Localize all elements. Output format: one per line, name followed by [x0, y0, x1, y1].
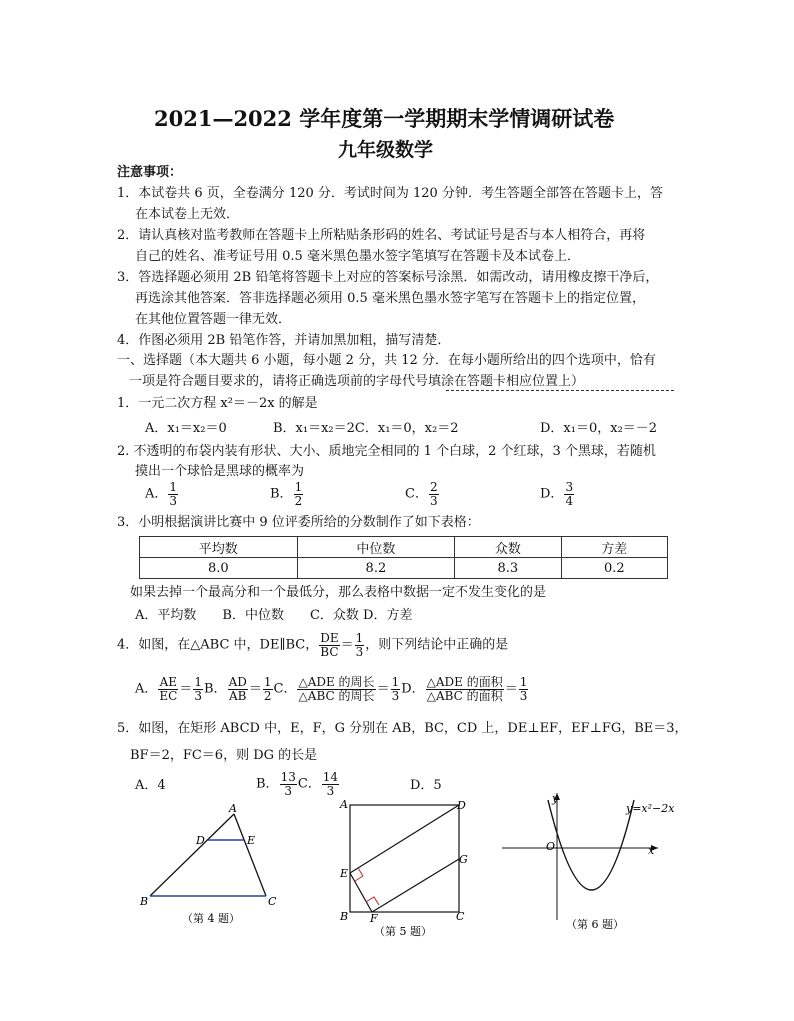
notice-item: 自己的姓名、准考证号用 0.5 毫米黑色墨水签字笔填写在答题卡及本试卷上． — [135, 249, 580, 264]
q1-option-a: A．x₁＝x₂＝0 — [145, 421, 227, 436]
q5-option-d: D．5 — [410, 778, 442, 793]
stats-table — [139, 536, 668, 579]
q3-follow: 如果去掉一个最高分和一个最低分，那么表格中数据一定不发生变化的是 — [130, 585, 547, 600]
notice-item: 1．本试卷共 6 页，全卷满分 120 分．考试时间为 120 分钟．考生答题全部答在答题卡上，答 — [117, 186, 663, 201]
table-cell: 8.0 — [140, 558, 298, 579]
figure-6 — [498, 785, 688, 937]
label-y: y — [552, 792, 559, 805]
label-A: A — [229, 802, 237, 815]
table-header: 方差 — [561, 537, 667, 558]
table-cell: 0.2 — [561, 558, 667, 579]
label-O: O — [546, 840, 556, 853]
label-A: A — [340, 798, 348, 811]
table-header: 众数 — [455, 537, 561, 558]
table-header: 平均数 — [140, 537, 298, 558]
q5-stem-cont: BF＝2，FC＝6，则 DG 的长是 — [130, 748, 318, 763]
q3-stem: 3．小明根据演讲比赛中 9 位评委所给的分数制作了如下表格： — [117, 515, 480, 530]
label-G: G — [459, 853, 468, 866]
table-cell: 8.3 — [455, 558, 561, 579]
q4-stem: 4．如图，在△ABC 中，DE∥BC， $\frac{DE}{BC}$ ＝ $\frac{1}{3}$ ，则下列结论中正确的是 — [117, 631, 509, 659]
q2-option-b: B． $\frac{1}{2}$ — [270, 480, 303, 508]
label-D: D — [196, 834, 205, 847]
notice-item: 在本试卷上无效． — [135, 207, 240, 222]
notice-item: 再选涂其他答案．答非选择题必须用 0.5 毫米黑色墨水签字笔写在答题卡上的指定位置， — [135, 291, 645, 306]
table-header: 中位数 — [297, 537, 455, 558]
q5-option-a: A．4 — [135, 778, 166, 793]
label-C: C — [268, 895, 277, 908]
page-subtitle: 九年级数学 — [338, 139, 434, 161]
q1-option-bc: B．x₁＝x₂＝2C．x₁＝0，x₂＝2 — [273, 421, 459, 436]
q1-stem: 1．一元二次方程 x²＝－2x 的解是 — [117, 396, 318, 411]
label-E: E — [340, 867, 349, 880]
q2-stem: 2. 不透明的布袋内装有形状、大小、质地完全相同的 1 个白球，2 个红球，3 个黑球，若随机 — [117, 444, 656, 459]
table-cell: 8.2 — [297, 558, 455, 579]
table-row — [140, 558, 668, 579]
figure-4 — [130, 800, 290, 930]
q2-option-c: C． $\frac{2}{3}$ — [405, 480, 438, 508]
q5-stem: 5．如图，在矩形 ABCD 中，E，F，G 分别在 AB，BC，CD 上，DE⊥EF，EF⊥FG，BE＝3， — [117, 721, 688, 736]
label-D: D — [457, 799, 466, 812]
figure-5-caption: （第 5 题） — [374, 925, 432, 938]
label-C: C — [456, 910, 465, 923]
underline-mark — [446, 390, 674, 391]
label-E: E — [247, 834, 256, 847]
q3-options: A．平均数 B．中位数 C．众数 D．方差 — [135, 608, 413, 623]
figure-5 — [332, 795, 482, 945]
q2-option-a: A． $\frac{1}{3}$ — [145, 480, 178, 508]
q2-stem-cont: 摸出一个球恰是黑球的概率为 — [135, 464, 305, 479]
notice-item: 2．请认真核对监考教师在答题卡上所粘贴条形码的姓名、考试证号是否与本人相符合，再将 — [117, 228, 646, 243]
notice-heading: 注意事项： — [117, 165, 183, 180]
figure-4-caption: （第 4 题） — [182, 912, 240, 925]
notice-item: 4．作图必须用 2B 铅笔作答，并请加黑加粗，描写清楚． — [117, 333, 451, 348]
label-B: B — [140, 895, 149, 908]
parabola-equation: y=x²−2x — [626, 802, 675, 815]
notice-item: 3．答选择题必须用 2B 铅笔将答题卡上对应的答案标号涂黑．如需改动，请用橡皮擦干净后， — [117, 270, 659, 285]
label-F: F — [370, 912, 378, 925]
q4-options: A． $\frac{AE}{EC}$ ＝ $\frac{1}{3}$ B． $\frac{AD}{AB}$ ＝ $\frac{1}{2}$ C． $\frac{\text{△ADE 的周长}}{\text{△ABC 的周长}}$ ＝ $\frac{1}{3}$ D． $\frac{\text{△ADE 的面积}}{\text{△ABC 的面积}}$ ＝ $\frac{1}{3}$ — [135, 675, 528, 703]
label-B: B — [340, 910, 349, 923]
notice-item: 在其他位置答题一律无效． — [135, 312, 292, 327]
section-heading-cont: 一项是符合题目要求的，请将正确选项前的字母代号填涂在答题卡相应位置上） — [129, 374, 585, 389]
page-title: 2021—2022 学年度第一学期期末学情调研试卷 — [154, 106, 615, 131]
label-x: x — [648, 844, 655, 857]
section-heading: 一、选择题（本大题共 6 小题，每小题 2 分，共 12 分．在每小题所给出的四个选项中，恰有 — [117, 353, 656, 368]
table-header-row — [140, 537, 668, 558]
q1-option-d: D．x₁＝0，x₂＝－2 — [540, 421, 658, 436]
q2-option-d: D． $\frac{3}{4}$ — [540, 480, 574, 508]
q5-option-bc: B． $\frac{13}{3}$ C． $\frac{14}{3}$ — [256, 770, 339, 798]
figure-6-caption: （第 6 题） — [566, 918, 624, 931]
